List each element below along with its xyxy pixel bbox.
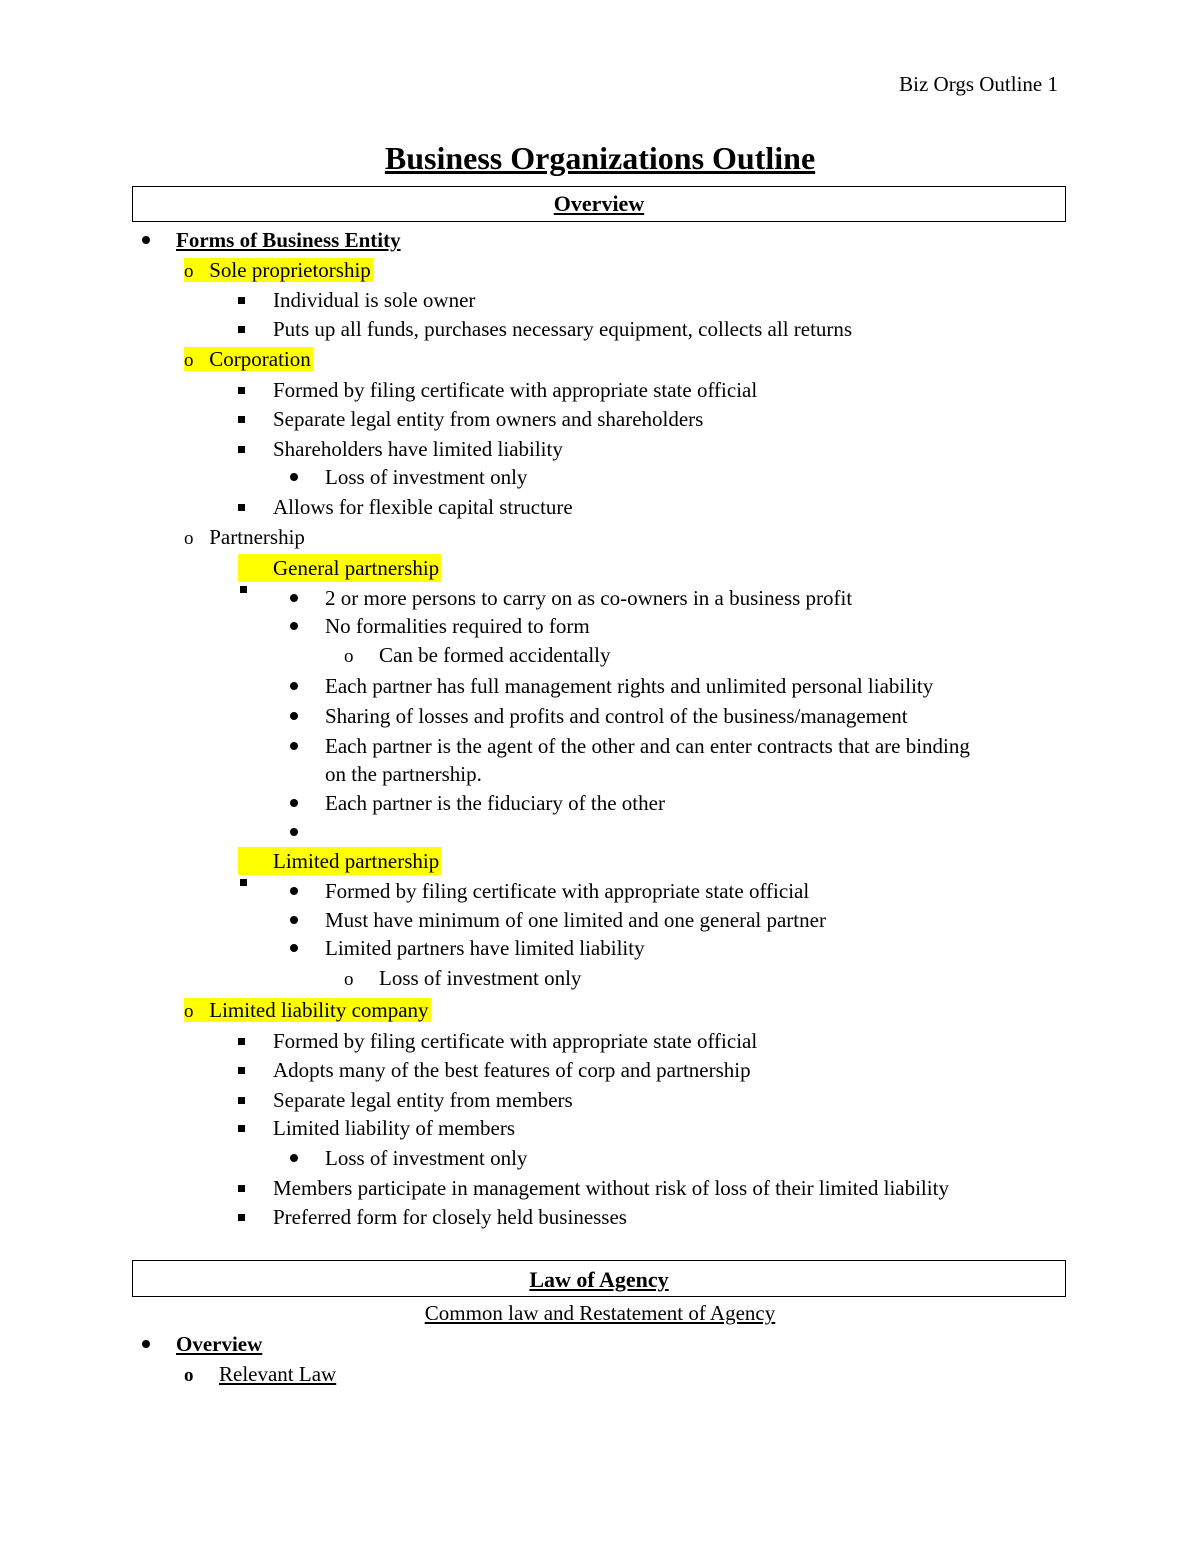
list-item-continuation: on the partnership. xyxy=(325,762,482,786)
running-header: Biz Orgs Outline 1 xyxy=(899,72,1058,96)
dot-bullet-icon xyxy=(290,916,298,924)
circle-bullet-icon: o xyxy=(184,1001,194,1022)
square-bullet-icon xyxy=(238,1214,245,1221)
list-item: o Can be formed accidentally xyxy=(344,643,611,667)
document-title: Business Organizations Outline xyxy=(384,140,816,176)
square-bullet-icon xyxy=(238,446,245,453)
square-bullet-icon xyxy=(238,1097,245,1104)
square-bullet-icon xyxy=(238,1038,245,1045)
list-item: o Loss of investment only xyxy=(344,966,582,990)
circle-bullet-icon: o xyxy=(344,969,354,990)
circle-bullet-icon: o xyxy=(344,646,354,667)
list-item-relevant-law: o Relevant Law xyxy=(184,1362,337,1386)
bullet-icon xyxy=(142,236,150,244)
square-bullet-icon xyxy=(238,1125,245,1132)
dot-bullet-icon xyxy=(290,944,298,952)
dot-bullet-icon xyxy=(290,622,298,630)
section-heading-law-of-agency: Law of Agency xyxy=(132,1260,1066,1297)
section-subtitle: Common law and Restatement of Agency xyxy=(424,1301,776,1325)
circle-bullet-icon: o xyxy=(184,1365,194,1386)
list-item-corporation: o Corporation xyxy=(184,347,311,371)
square-bullet-icon xyxy=(238,297,245,304)
dot-bullet-icon xyxy=(290,828,298,836)
list-item-general-partnership: General partnership xyxy=(238,554,441,582)
circle-bullet-icon: o xyxy=(184,261,194,282)
dot-bullet-icon xyxy=(290,594,298,602)
dot-bullet-icon xyxy=(290,1154,298,1162)
dot-bullet-icon xyxy=(290,682,298,690)
square-bullet-icon xyxy=(238,1185,245,1192)
document-page: Biz Orgs Outline 1 Business Organizations Outline Overview Forms of Business Entity o Sole proprietorship Individual is sole owner Puts up all funds, purchases necessary equipment, collects all returns o Corporation Formed by filing certificate with appropriate state official Separate legal entity from owners and shareholders Shareholders have limited liability Loss of investment only Allows for flexible capital structure o Partnership General partnership 2 or more persons to carry on as co-owners in a business profit No formalities required to form o Can be formed accidentally Each partner has full management rights and unlimited personal liability Sharing of losses and profits and control of the business/management Each partner is the agent of the other and can enter contracts that are binding on the partnership. Each partner is the fiduciary of the other Limited partnership Formed by filing certificate with appropriate state official Must have minimum of one limited and one general partner Limited partners have limited liability o Loss of investment only o Limited liability company Formed by filing certificate with appropriate state official Adopts many of the best features of corp and partnership Separate legal entity from members Limited liability of members Loss of investment only Members participate in management without risk of loss of their limited liability Preferred form for closely held businesses Law of Agency Common law and Restatement of Agency Overview o Relevant Law xyxy=(0,0,1200,1553)
circle-bullet-icon: o xyxy=(184,350,194,371)
square-bullet-icon xyxy=(238,416,245,423)
dot-bullet-icon xyxy=(290,473,298,481)
section-heading-overview: Overview xyxy=(132,186,1066,222)
list-item-limited-partnership: Limited partnership xyxy=(238,847,441,875)
list-item-partnership: o Partnership xyxy=(184,525,305,549)
dot-bullet-icon xyxy=(290,799,298,807)
dot-bullet-icon xyxy=(290,887,298,895)
circle-bullet-icon: o xyxy=(184,528,194,549)
square-bullet-icon xyxy=(240,879,247,886)
bullet-icon xyxy=(142,1340,150,1348)
dot-bullet-icon xyxy=(290,712,298,720)
square-bullet-icon xyxy=(238,326,245,333)
list-item-llc: o Limited liability company xyxy=(184,998,429,1022)
list-item-sole-proprietorship: o Sole proprietorship xyxy=(184,258,371,282)
square-bullet-icon xyxy=(238,387,245,394)
square-bullet-icon xyxy=(240,586,247,593)
dot-bullet-icon xyxy=(290,742,298,750)
square-bullet-icon xyxy=(238,504,245,511)
square-bullet-icon xyxy=(238,1067,245,1074)
